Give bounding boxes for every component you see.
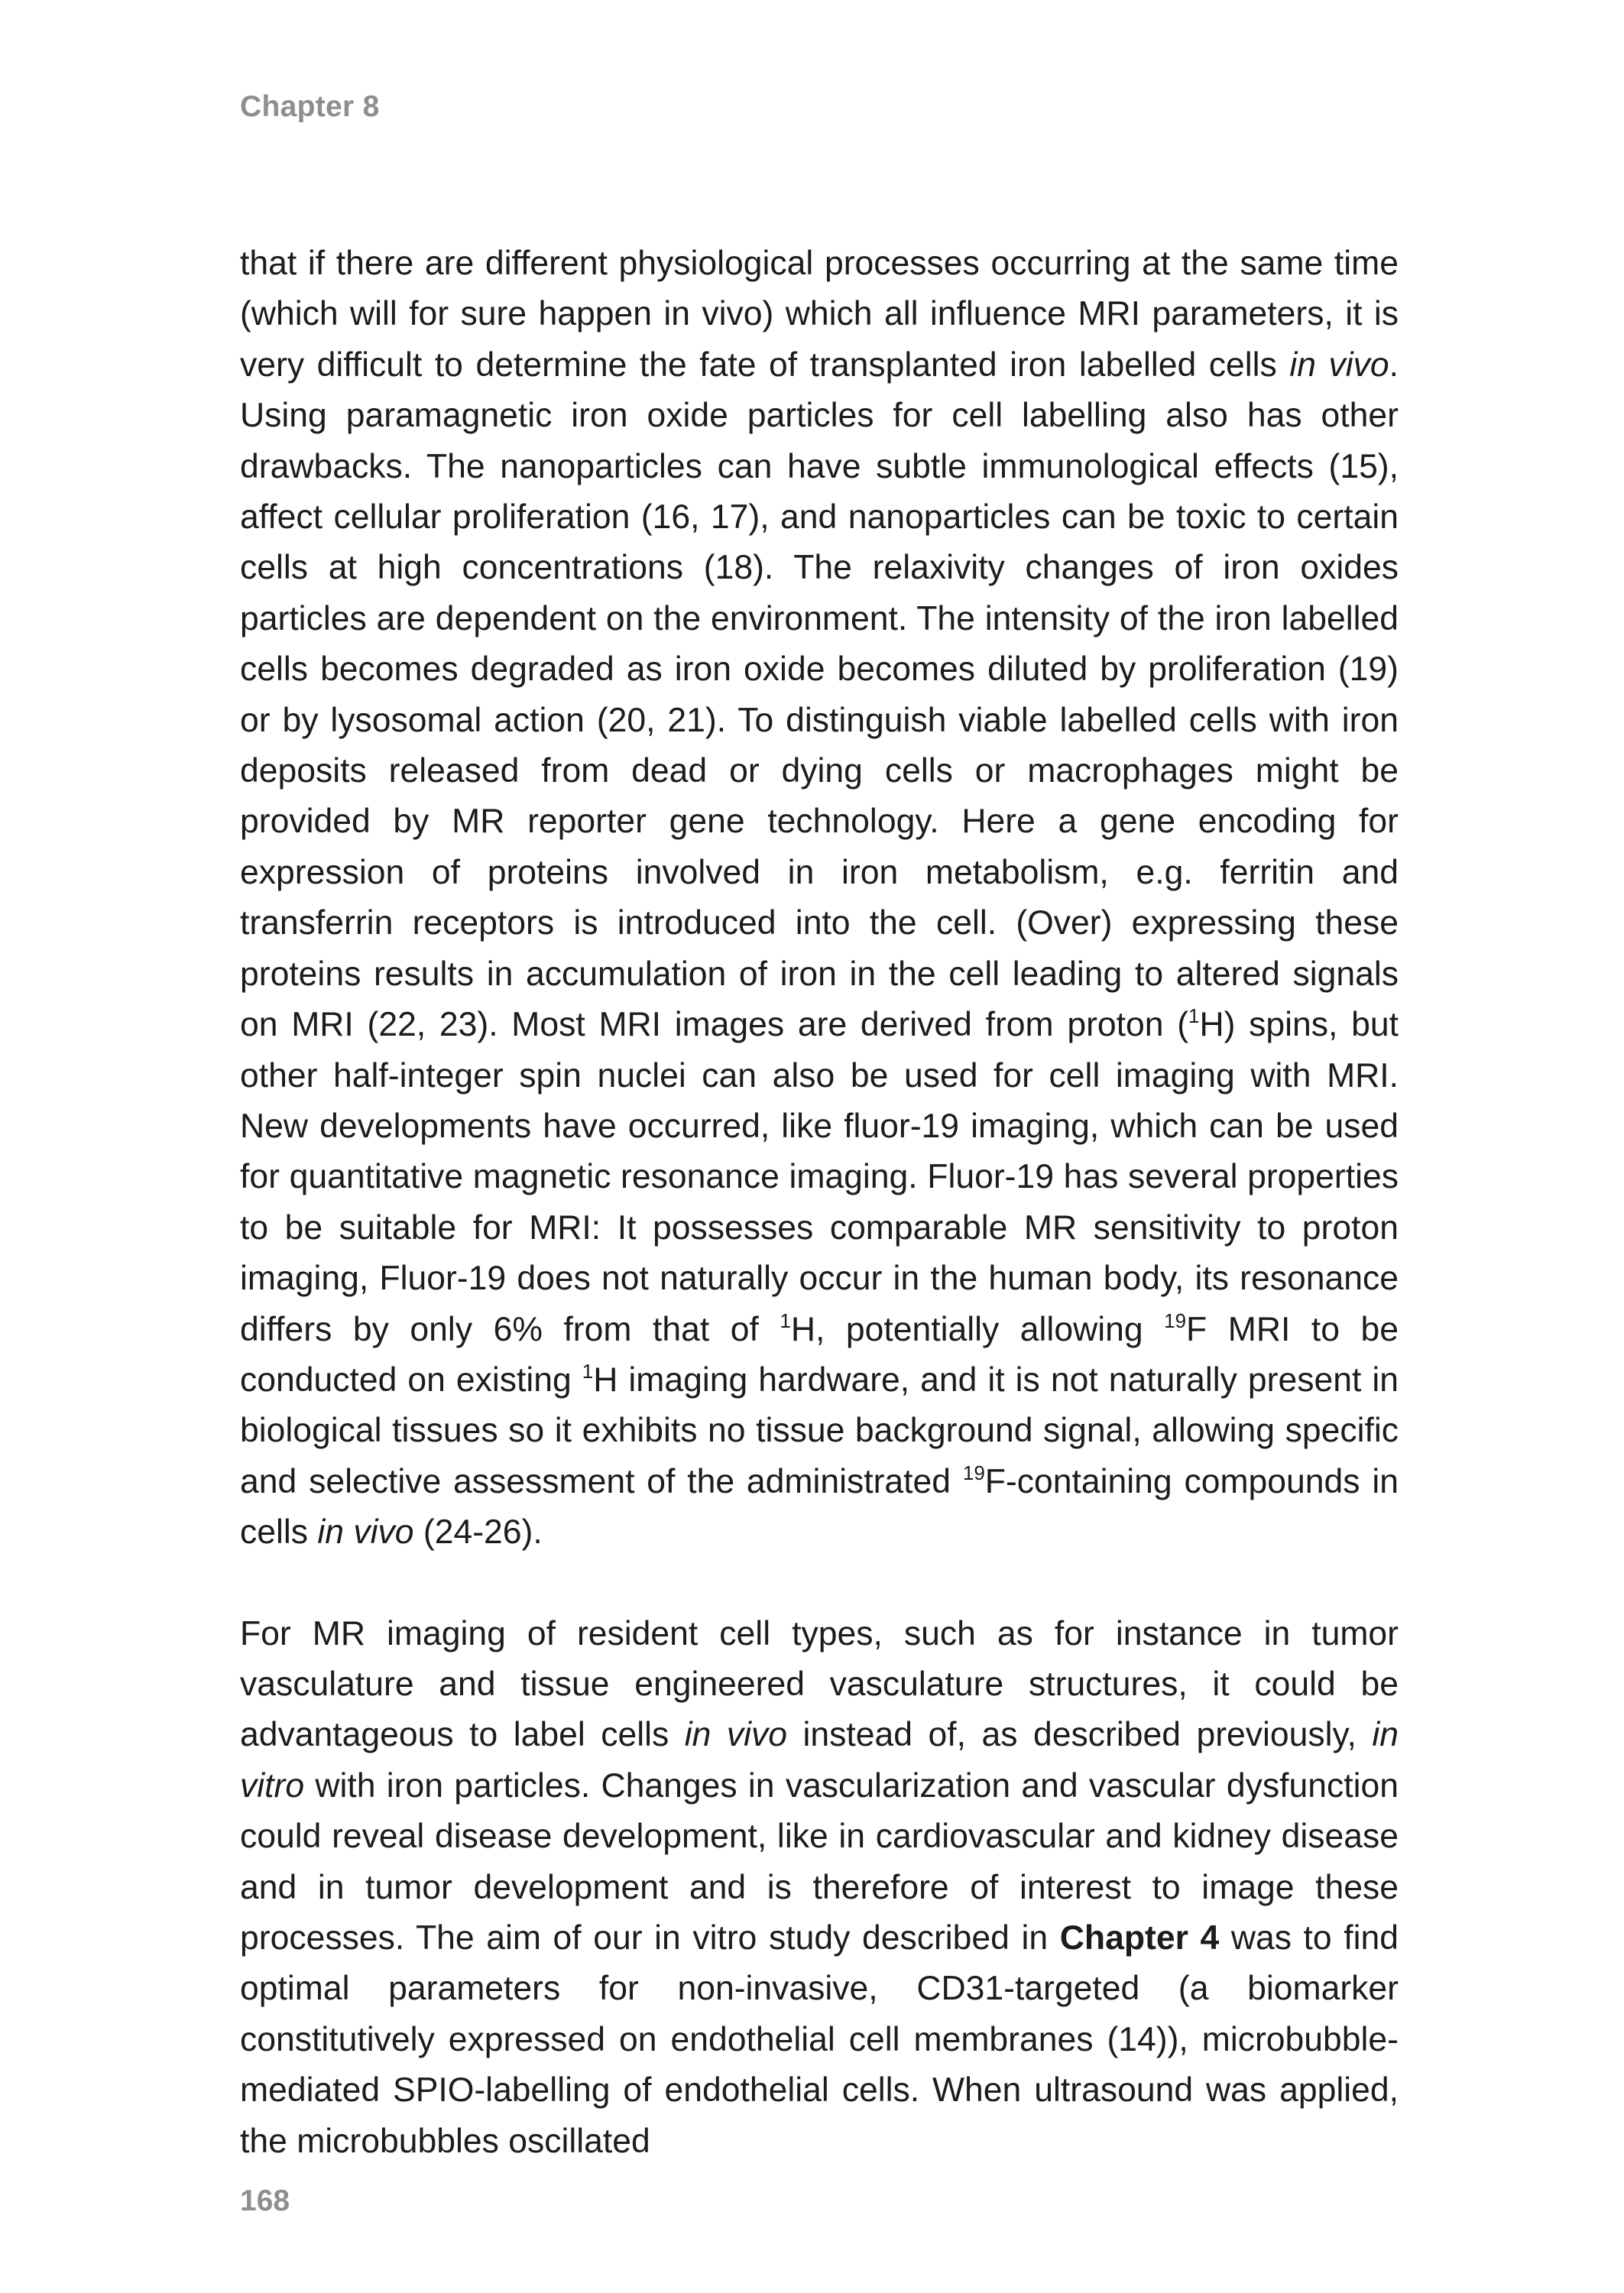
p1-italic-in-vivo-1: in vivo: [1289, 345, 1389, 384]
p1-text-7: F-containing compounds in cells: [240, 1462, 1399, 1552]
p1-text-2: . Using paramagnetic iron oxide particles for cell labelling also has other drawbacks. The nanoparticles can have subtle immunological effects (15), affect cellular proliferation (16, 17), and nanoparticles can be toxic to certain cells at high concentrations (18). The relaxivity changes of iron oxides particles are dependent on the environment. The intensity of the iron labelled cells becomes degraded as iron oxide becomes diluted by proliferation (19) or by lysosomal action (20, 21). To distinguish viable labelled cells with iron deposits released from dead or dying cells or macrophages might be provided by MR reporter gene technology. Here a gene encoding for expression of proteins involved in iron metabolism, e.g. ferritin and transferrin receptors is introduced into the cell. (Over) expressing these proteins results in accumulation of iron in the cell leading to altered signals on MRI (22, 23). Most MRI images are derived from proton (: [240, 345, 1399, 1044]
p1-italic-in-vivo-2: in vivo: [317, 1513, 414, 1552]
p1-text-6: H imaging hardware, and it is not naturally present in biological tissues so it exhibits no tissue background signal, allowing specific and selective assessment of the administrated: [240, 1361, 1399, 1500]
p1-superscript-3: 19: [1164, 1309, 1187, 1332]
p1-text-5: F MRI to be conducted on existing: [240, 1310, 1399, 1399]
p2-bold-chapter-ref: Chapter 4: [1059, 1919, 1220, 1957]
p2-text-3: with iron particles. Changes in vascularization and vascular dysfunction could reveal disease development, like in cardiovascular and kidney disease and in tumor development and is therefore of interest to image these processes. The aim of our in vitro study described in: [240, 1766, 1399, 1957]
running-head: Chapter 8: [240, 90, 380, 123]
p2-text-2: instead of, as described previously,: [787, 1716, 1373, 1754]
p2-text-4: was to find optimal parameters for non-invasive, CD31-targeted (a biomarker constitutively expressed on endothelial cell membranes (14)), microbubble-mediated SPIO-labelling of endothelial cells. When ultrasound was applied, the microbubbles oscillated: [240, 1919, 1399, 2160]
paragraph-2: [240, 1609, 1399, 2167]
p1-superscript-2: 1: [780, 1309, 791, 1332]
p1-text-3: H) spins, but other half-integer spin nuclei can also be used for cell imaging with MRI. New developments have occurred, like fluor-19 imaging, which can be used for quantitative magnetic resonance imaging. Fluor-19 has several properties to be suitable for MRI: It possesses comparable MR sensitivity to proton imaging, Fluor-19 does not naturally occur in the human body, its resonance differs by only 6% from that of: [240, 1006, 1399, 1348]
p2-italic-in-vitro: in vitro: [240, 1716, 1399, 1805]
page-number: 168: [240, 2184, 290, 2217]
p1-text-1: that if there are different physiological processes occurring at the same time (which will for sure happen in vivo) which all influence MRI parameters, it is very difficult to determine the fate of transplanted iron labelled cells: [240, 245, 1399, 384]
p1-superscript-4: 1: [582, 1359, 594, 1383]
paragraph-1: [240, 238, 1399, 1558]
p1-superscript-5: 19: [962, 1461, 985, 1484]
body-text: [240, 238, 1399, 2167]
p1-superscript-1: 1: [1188, 1004, 1200, 1028]
p2-italic-in-vivo: in vivo: [684, 1716, 788, 1754]
p2-text-1: For MR imaging of resident cell types, such as for instance in tumor vasculature and tissue engineered vasculature structures, it could be advantageous to label cells: [240, 1614, 1399, 1754]
p1-text-4: H, potentially allowing: [790, 1310, 1165, 1348]
p1-text-8: (24-26).: [413, 1513, 543, 1552]
